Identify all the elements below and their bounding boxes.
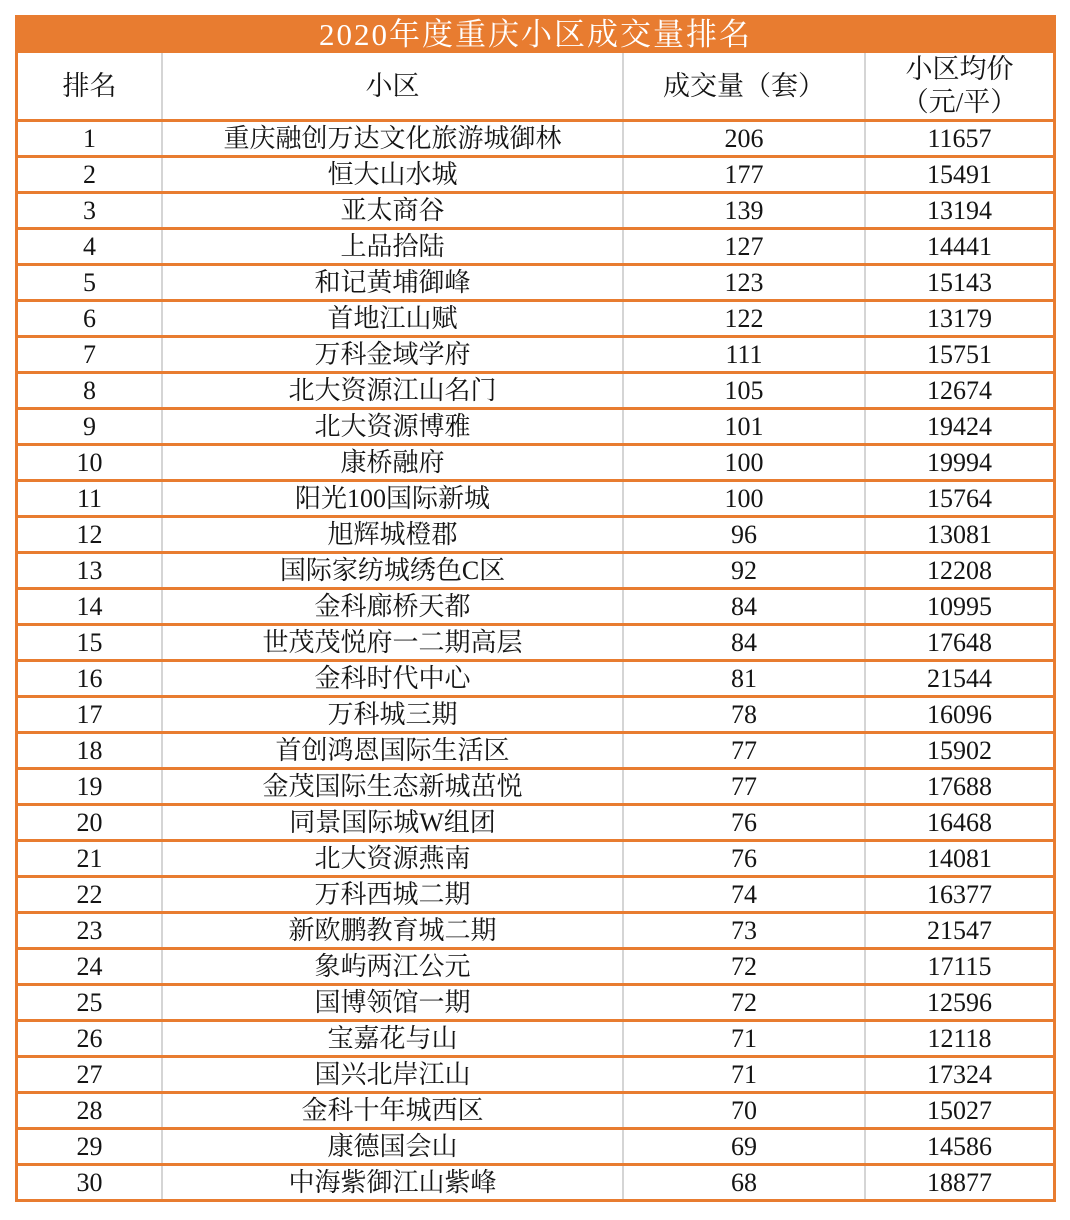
cell-name: 金茂国际生态新城茁悦	[162, 769, 623, 805]
cell-volume: 105	[623, 373, 865, 409]
table-row	[18, 1057, 1053, 1093]
cell-name: 同景国际城W组团	[162, 805, 623, 841]
table-row	[18, 625, 1053, 661]
ranking-table-container	[15, 15, 1056, 1202]
cell-volume: 127	[623, 229, 865, 265]
cell-price: 13179	[865, 301, 1053, 337]
cell-rank: 26	[18, 1021, 162, 1057]
table-row	[18, 769, 1053, 805]
cell-rank: 22	[18, 877, 162, 913]
cell-volume: 76	[623, 805, 865, 841]
cell-price: 12674	[865, 373, 1053, 409]
table-row	[18, 337, 1053, 373]
cell-rank: 16	[18, 661, 162, 697]
table-row	[18, 661, 1053, 697]
cell-rank: 15	[18, 625, 162, 661]
cell-name: 金科廊桥天都	[162, 589, 623, 625]
cell-price: 19994	[865, 445, 1053, 481]
cell-volume: 177	[623, 157, 865, 193]
table-title-bar	[15, 15, 1056, 53]
cell-volume: 111	[623, 337, 865, 373]
cell-price: 17688	[865, 769, 1053, 805]
cell-rank: 6	[18, 301, 162, 337]
cell-price: 19424	[865, 409, 1053, 445]
cell-name: 旭辉城橙郡	[162, 517, 623, 553]
cell-price: 18877	[865, 1165, 1053, 1201]
cell-name: 国际家纺城绣色C区	[162, 553, 623, 589]
cell-rank: 29	[18, 1129, 162, 1165]
cell-name: 重庆融创万达文化旅游城御林	[162, 121, 623, 157]
cell-rank: 13	[18, 553, 162, 589]
table-row	[18, 589, 1053, 625]
cell-price: 12208	[865, 553, 1053, 589]
cell-name: 北大资源燕南	[162, 841, 623, 877]
table-row	[18, 265, 1053, 301]
table-row	[18, 553, 1053, 589]
cell-price: 13194	[865, 193, 1053, 229]
column-header-volume: 成交量（套）	[623, 53, 865, 121]
cell-name: 世茂茂悦府一二期高层	[162, 625, 623, 661]
cell-price: 15902	[865, 733, 1053, 769]
cell-rank: 10	[18, 445, 162, 481]
cell-volume: 96	[623, 517, 865, 553]
cell-name: 万科西城二期	[162, 877, 623, 913]
cell-price: 12596	[865, 985, 1053, 1021]
cell-name: 国兴北岸江山	[162, 1057, 623, 1093]
table-row	[18, 301, 1053, 337]
cell-volume: 77	[623, 733, 865, 769]
cell-name: 象屿两江公元	[162, 949, 623, 985]
cell-volume: 92	[623, 553, 865, 589]
cell-rank: 2	[18, 157, 162, 193]
table-row	[18, 733, 1053, 769]
table-row	[18, 949, 1053, 985]
cell-rank: 3	[18, 193, 162, 229]
table-row	[18, 1093, 1053, 1129]
cell-volume: 71	[623, 1057, 865, 1093]
cell-volume: 77	[623, 769, 865, 805]
cell-volume: 100	[623, 445, 865, 481]
cell-rank: 21	[18, 841, 162, 877]
cell-rank: 7	[18, 337, 162, 373]
table-title: 2020年度重庆小区成交量排名	[319, 17, 752, 52]
table-row	[18, 373, 1053, 409]
cell-price: 14586	[865, 1129, 1053, 1165]
table-row	[18, 985, 1053, 1021]
cell-volume: 123	[623, 265, 865, 301]
cell-price: 10995	[865, 589, 1053, 625]
cell-name: 万科金域学府	[162, 337, 623, 373]
table-row	[18, 1165, 1053, 1201]
cell-volume: 122	[623, 301, 865, 337]
cell-price: 16468	[865, 805, 1053, 841]
column-header-name: 小区	[162, 53, 623, 121]
cell-rank: 28	[18, 1093, 162, 1129]
table-row	[18, 193, 1053, 229]
cell-name: 康德国会山	[162, 1129, 623, 1165]
cell-rank: 8	[18, 373, 162, 409]
table-frame	[15, 53, 1056, 1202]
cell-rank: 9	[18, 409, 162, 445]
cell-rank: 1	[18, 121, 162, 157]
cell-rank: 25	[18, 985, 162, 1021]
cell-price: 15764	[865, 481, 1053, 517]
cell-volume: 70	[623, 1093, 865, 1129]
cell-volume: 81	[623, 661, 865, 697]
table-row	[18, 805, 1053, 841]
cell-price: 14081	[865, 841, 1053, 877]
table-row	[18, 1129, 1053, 1165]
cell-rank: 14	[18, 589, 162, 625]
cell-name: 亚太商谷	[162, 193, 623, 229]
cell-price: 21544	[865, 661, 1053, 697]
cell-volume: 101	[623, 409, 865, 445]
cell-volume: 68	[623, 1165, 865, 1201]
cell-name: 国博领馆一期	[162, 985, 623, 1021]
cell-volume: 74	[623, 877, 865, 913]
cell-price: 17324	[865, 1057, 1053, 1093]
cell-volume: 76	[623, 841, 865, 877]
cell-volume: 139	[623, 193, 865, 229]
cell-name: 上品拾陆	[162, 229, 623, 265]
cell-price: 16096	[865, 697, 1053, 733]
cell-rank: 18	[18, 733, 162, 769]
cell-price: 13081	[865, 517, 1053, 553]
cell-rank: 19	[18, 769, 162, 805]
table-row	[18, 157, 1053, 193]
cell-rank: 30	[18, 1165, 162, 1201]
table-body	[18, 121, 1053, 1201]
cell-price: 15491	[865, 157, 1053, 193]
cell-name: 北大资源江山名门	[162, 373, 623, 409]
cell-rank: 17	[18, 697, 162, 733]
column-header-price: 小区均价（元/平）	[865, 53, 1053, 121]
cell-name: 首创鸿恩国际生活区	[162, 733, 623, 769]
table-row	[18, 1021, 1053, 1057]
table-row	[18, 481, 1053, 517]
cell-name: 金科时代中心	[162, 661, 623, 697]
cell-price: 17115	[865, 949, 1053, 985]
cell-rank: 23	[18, 913, 162, 949]
cell-price: 12118	[865, 1021, 1053, 1057]
cell-name: 首地江山赋	[162, 301, 623, 337]
cell-price: 14441	[865, 229, 1053, 265]
table-row	[18, 229, 1053, 265]
cell-price: 17648	[865, 625, 1053, 661]
cell-price: 15143	[865, 265, 1053, 301]
cell-price: 15751	[865, 337, 1053, 373]
cell-rank: 12	[18, 517, 162, 553]
cell-rank: 5	[18, 265, 162, 301]
cell-rank: 27	[18, 1057, 162, 1093]
table-row	[18, 121, 1053, 157]
cell-name: 宝嘉花与山	[162, 1021, 623, 1057]
cell-price: 21547	[865, 913, 1053, 949]
cell-rank: 24	[18, 949, 162, 985]
cell-volume: 78	[623, 697, 865, 733]
table-row	[18, 445, 1053, 481]
cell-volume: 73	[623, 913, 865, 949]
cell-volume: 206	[623, 121, 865, 157]
cell-price: 16377	[865, 877, 1053, 913]
cell-name: 和记黄埔御峰	[162, 265, 623, 301]
cell-rank: 4	[18, 229, 162, 265]
table-row	[18, 517, 1053, 553]
cell-volume: 100	[623, 481, 865, 517]
cell-name: 中海紫御江山紫峰	[162, 1165, 623, 1201]
header-row	[18, 53, 1053, 121]
cell-name: 康桥融府	[162, 445, 623, 481]
cell-price: 11657	[865, 121, 1053, 157]
table-row	[18, 877, 1053, 913]
cell-volume: 84	[623, 625, 865, 661]
column-header-rank: 排名	[18, 53, 162, 121]
ranking-table	[18, 53, 1053, 1202]
cell-rank: 20	[18, 805, 162, 841]
table-row	[18, 697, 1053, 733]
cell-name: 万科城三期	[162, 697, 623, 733]
cell-price: 15027	[865, 1093, 1053, 1129]
table-row	[18, 841, 1053, 877]
table-row	[18, 913, 1053, 949]
cell-name: 阳光100国际新城	[162, 481, 623, 517]
cell-name: 新欧鹏教育城二期	[162, 913, 623, 949]
table-row	[18, 409, 1053, 445]
cell-volume: 72	[623, 949, 865, 985]
cell-rank: 11	[18, 481, 162, 517]
cell-volume: 71	[623, 1021, 865, 1057]
cell-name: 金科十年城西区	[162, 1093, 623, 1129]
cell-volume: 69	[623, 1129, 865, 1165]
cell-volume: 72	[623, 985, 865, 1021]
cell-name: 恒大山水城	[162, 157, 623, 193]
cell-name: 北大资源博雅	[162, 409, 623, 445]
cell-volume: 84	[623, 589, 865, 625]
